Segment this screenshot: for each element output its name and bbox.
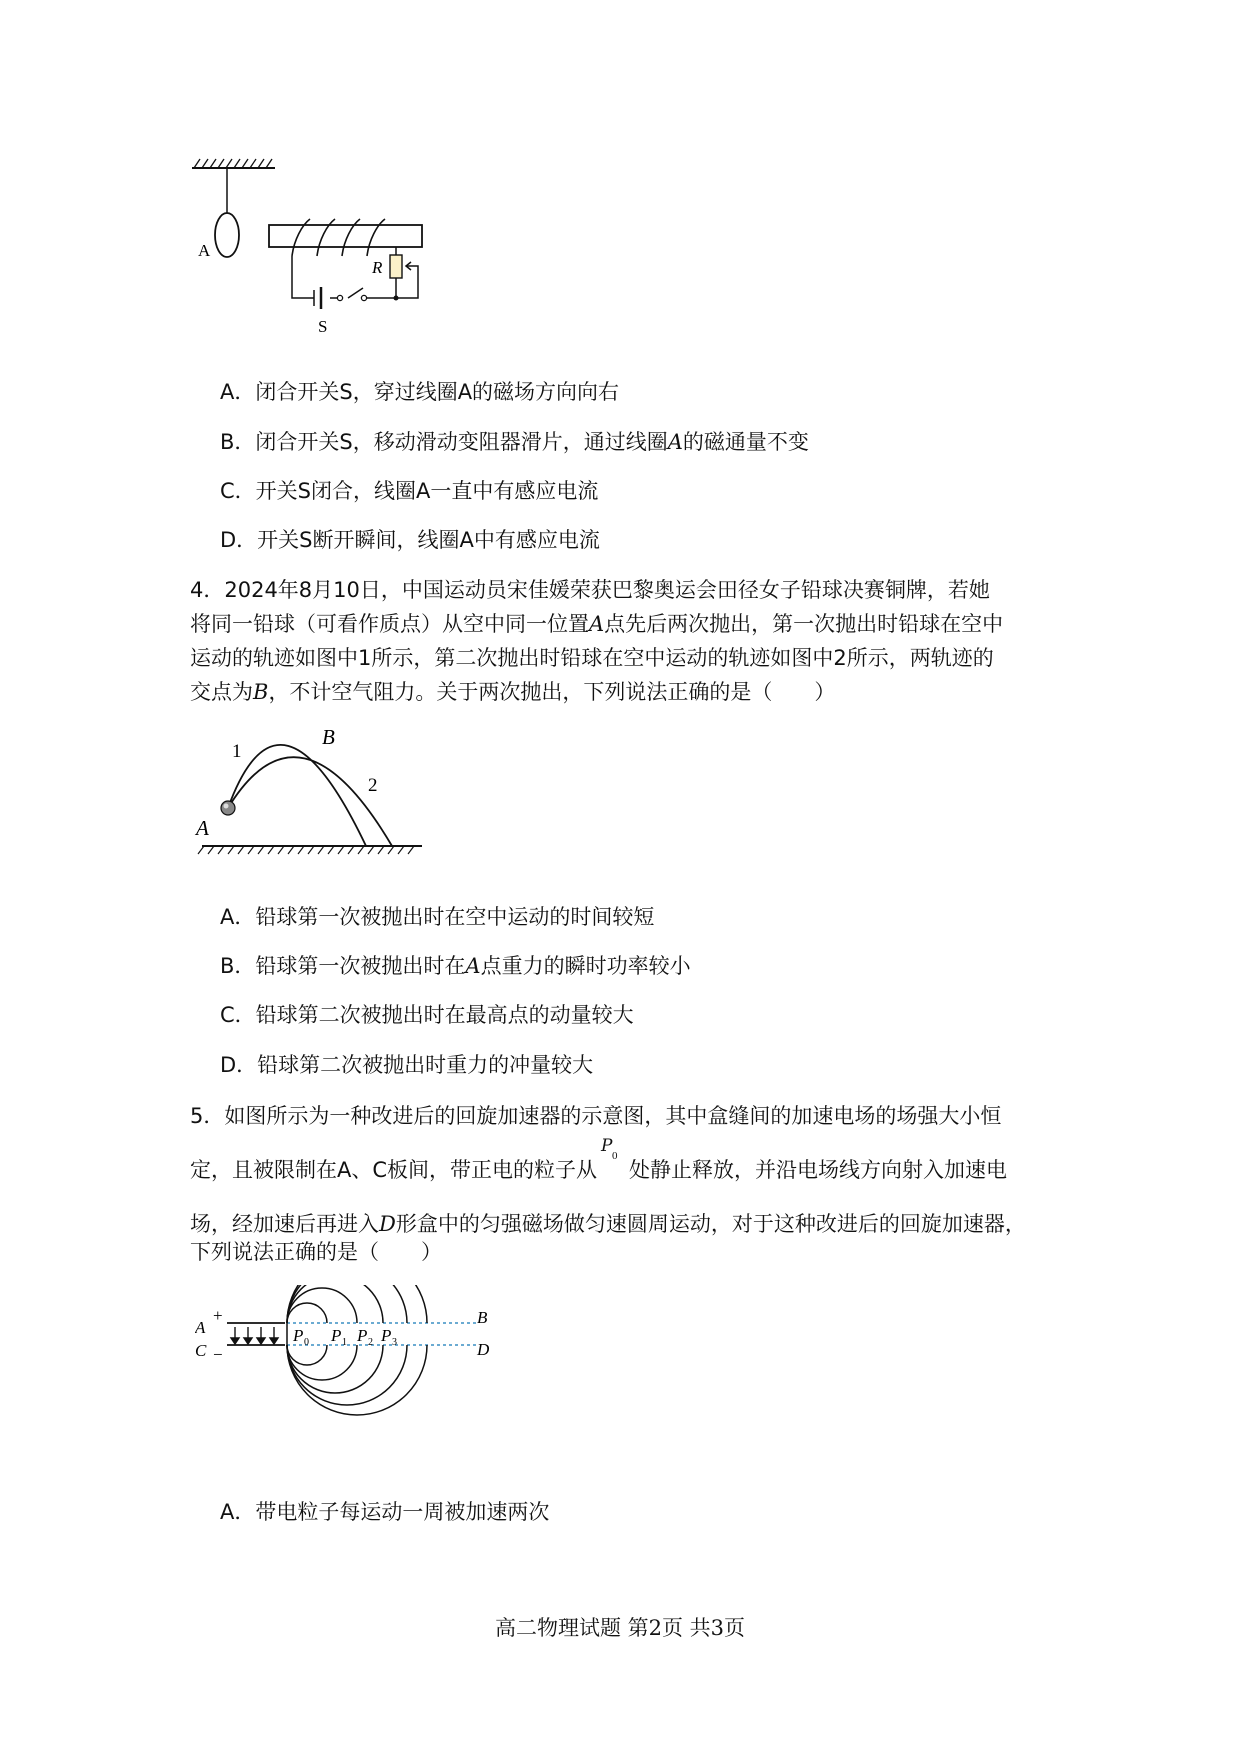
q4-line-2-text-2: 点先后两次抛出，第一次抛出时铅球在空中 [604,612,1004,636]
q4-line-2 [190,607,1070,641]
q3-option-b-text-2: 的磁通量不变 [682,430,809,454]
trajectory-1 [228,745,366,846]
q5-option-a-text: A．带电粒子每运动一周被加速两次 [220,1500,550,1524]
q4-option-c [220,1000,634,1030]
q3-option-c [220,476,598,506]
p0-subscript: 0 [304,1337,309,1348]
p3-label: P [381,1326,392,1345]
line-b-label: B [477,1308,488,1327]
q4-line-4 [190,675,1070,709]
q5-line-3-text: 场，经加速后再进入 [190,1212,379,1236]
q5-p0-subscript: 0 [612,1150,618,1162]
shot-put-ball [221,801,235,815]
q4-option-c-text: C．铅球第二次被抛出时在最高点的动量较大 [220,1003,634,1027]
figure-cyclotron [195,1285,495,1465]
figure-shot-put-trajectories [190,710,430,860]
coil-a-label: A [198,241,211,260]
q5-p0-letter: P [601,1136,613,1156]
q4-line-4-text-2: ，不计空气阻力。关于两次抛出，下列说法正确的是（ ） [268,680,836,704]
q3-option-a-text: A．闭合开关S，穿过线圈A的磁场方向向右 [220,380,620,404]
q3-option-b-var: A [667,430,683,454]
p-labels [292,1326,397,1348]
p0-label: P [293,1326,304,1345]
trajectory-2 [228,757,392,846]
rheostat-r [390,255,402,278]
q5-line-2-text-2: 处静止释放，并沿电场线方向射入加速电 [629,1158,1008,1182]
switch-label: S [318,317,328,335]
p1-subscript: 1 [342,1337,347,1348]
q4-line-4-var: B [253,680,269,704]
figure-coil-circuit [180,155,460,335]
question-4 [190,573,1070,709]
rheostat-label: R [372,258,383,277]
q5-line-3-text-2: 形盒中的匀强磁场做匀速圆周运动，对于这种改进后的回旋加速器， [395,1212,1026,1236]
q4-line-2-text: 将同一铅球（可看作质点）从空中同一位置 [190,612,589,636]
q3-option-b-text: B．闭合开关S，移动滑动变阻器滑片，通过线圈 [220,430,668,454]
q5-line-4: 下列说法正确的是（ ） [190,1240,442,1264]
p3-subscript: 3 [392,1337,397,1348]
q4-option-d [220,1050,593,1080]
q3-option-b [220,427,809,457]
point-b-label: B [322,725,335,749]
q3-option-d [220,525,600,555]
q5-line-2 [190,1136,1008,1187]
q3-option-c-text: C．开关S闭合，线圈A一直中有感应电流 [220,479,599,503]
q3-option-a [220,377,619,407]
plate-c-label: C [195,1341,207,1360]
q4-option-b-text-2: 点重力的瞬时功率较小 [480,954,691,978]
q4-option-d-text: D．铅球第二次被抛出时重力的冲量较大 [220,1053,594,1077]
q3-option-d-text: D．开关S断开瞬间，线圈A中有感应电流 [220,528,600,552]
plate-a-label: A [195,1318,206,1337]
p2-label: P [357,1326,368,1345]
p1-label: P [331,1326,342,1345]
q4-line-3: 运动的轨迹如图中1所示，第二次抛出时铅球在空中运动的轨迹如图中2所示，两轨迹的 [190,646,994,670]
q5-line-1: 5．如图所示为一种改进后的回旋加速器的示意图，其中盒缝间的加速电场的场强大小恒 [190,1104,1002,1128]
minus-sign: − [213,1345,223,1364]
q4-option-b [220,951,691,981]
point-a-label: A [196,816,209,840]
q4-line-1: 4．2024年8月10日，中国运动员宋佳媛荣获巴黎奥运会田径女子铅球决赛铜牌，若她 [190,578,990,602]
q5-p0-symbol [597,1136,629,1177]
coil-a-ring [215,213,239,257]
q4-line-4-text: 交点为 [190,680,253,704]
q5-line-3-var: D [379,1212,396,1236]
page-footer: 高二物理试题 第2页 共3页 [494,1616,746,1640]
q5-line-2-text: 定，且被限制在A、C板间，带正电的粒子从 [190,1158,598,1182]
trajectory-1-label: 1 [232,741,242,762]
q4-option-b-text: B．铅球第一次被抛出时在 [220,954,466,978]
line-d-label: D [477,1340,490,1359]
q5-option-a [220,1497,549,1527]
q4-option-a [220,902,654,932]
p2-subscript: 2 [368,1337,373,1348]
trajectory-2-label: 2 [368,775,378,796]
q4-option-a-text: A．铅球第一次被抛出时在空中运动的时间较短 [220,905,655,929]
q4-option-b-var: A [465,954,481,978]
q4-line-2-var: A [589,612,605,636]
plus-sign: + [213,1306,223,1325]
